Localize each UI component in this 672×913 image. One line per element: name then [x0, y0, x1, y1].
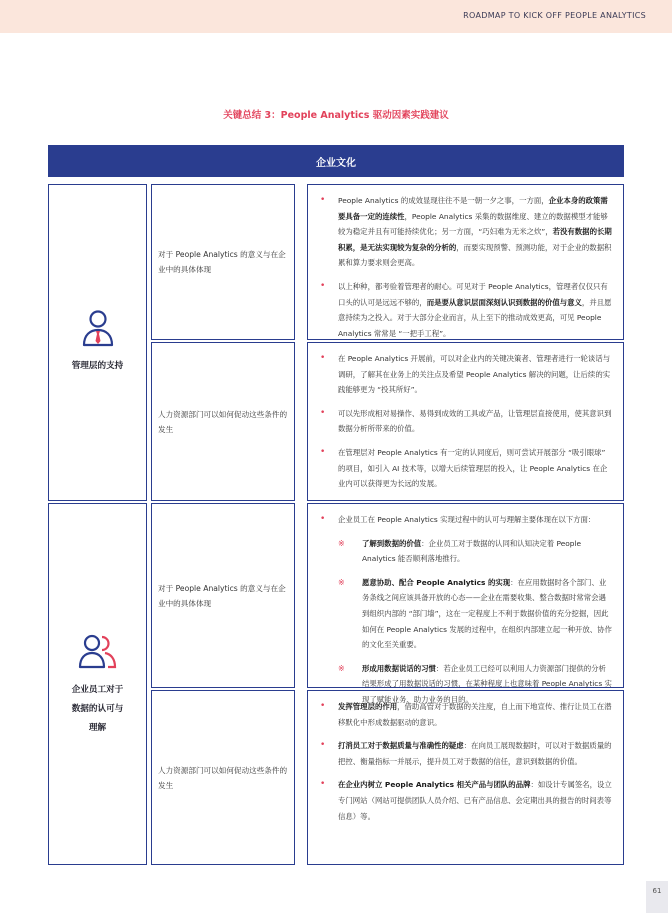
content-cell — [307, 503, 624, 704]
page-number: 61 — [646, 881, 668, 913]
aspect-text: 对于 People Analytics 的意义与在企业中的具体体现 — [158, 583, 286, 608]
aspect-cell — [151, 503, 295, 688]
sub-item: ※ 了解到数据的价值：企业员工对于数据的认同和认知决定着 People Analytics 能否顺利落地推行。 — [320, 536, 613, 567]
manager-person-icon — [81, 309, 115, 347]
content-cell — [307, 690, 624, 865]
content-cell — [307, 342, 624, 501]
category-label: 管理层的支持 — [71, 361, 124, 371]
aspect-cell — [151, 342, 295, 501]
bullet-item: • 在管理层对 People Analytics 有一定的认同度后，则可尝试开展部分 “吸引眼球” 的项目，如引入 AI 技术等，以增大后续管理层的投入，让 People Analytics 在企业内可以获得更为长远的发展。 — [320, 445, 613, 492]
aspect-text: 人力资源部门可以如何促动这些条件的发生 — [158, 409, 288, 434]
reference-mark-icon: ※ — [338, 538, 345, 548]
sub-item: ※ 愿意协助、配合 People Analytics 的实现：在应用数据时各个部门、业务条线之间应该具备开放的心态——企业在需要收集、整合数据时常常会遇到组织内部的 “部门墙”，这在一定程度上不利于数据价值的充分挖掘，因此如何在 People Analytics 发展的过程中，在组织内部建立起一种开放、协作的文化至关重要。 — [320, 575, 613, 653]
running-header-title: ROADMAP TO KICK OFF PEOPLE ANALYTICS — [463, 11, 646, 20]
bullet-item: • 企业员工在 People Analytics 实现过程中的认可与理解主要体现在以下方面： — [320, 512, 613, 528]
sub-item: ※ 形成用数据说话的习惯：若企业员工已经可以利用人力资源部门提供的分析结果形成了用数据说话的习惯，在某种程度上也意味着 People Analytics 实现了赋能业务、助力业务的目的。 — [320, 661, 613, 708]
bullet-item: • 发挥管理层的作用，借助高管对于数据的关注度，自上而下地宣传、推行让员工在潜移默化中形成数据驱动的意识。 — [320, 699, 613, 730]
bullet-item: • 可以先形成相对易操作、易得到成效的工具或产品，让管理层直接使用，使其意识到数据分析所带来的价值。 — [320, 406, 613, 437]
aspect-text: 对于 People Analytics 的意义与在企业中的具体体现 — [158, 250, 286, 274]
category-cell-employees — [48, 503, 147, 865]
category-cell-management — [48, 184, 147, 501]
aspect-cell — [151, 184, 295, 340]
bullet-item: • 打消员工对于数据质量与准确性的疑虑：在向员工展现数据时，可以对于数据质量的把控、衡量指标一并展示，提升员工对于数据的信任，意识到数据的价值。 — [320, 738, 613, 769]
section-title: 关键总结 3：People Analytics 驱动因素实践建议 — [223, 110, 449, 121]
bullet-item: • 在企业内树立 People Analytics 相关产品与团队的品牌：如设计专属签名，设立专门网站（网站可提供团队人员介绍、已有产品信息、会定期出具的报告的时间表等信息）等。 — [320, 777, 613, 824]
content-cell — [307, 184, 624, 340]
aspect-cell — [151, 690, 295, 865]
header-band — [0, 0, 672, 33]
employees-group-icon — [78, 631, 118, 671]
aspect-text: 人力资源部门可以如何促动这些条件的发生 — [158, 765, 288, 790]
table-header: 企业文化 — [48, 145, 624, 177]
bullet-item: • 在 People Analytics 开展前，可以对企业内的关键决策者、管理者进行一轮谈话与调研，了解其在业务上的关注点及希望 People Analytics 解决的问题，让后续的实践能够更为 “投其所好”。 — [320, 351, 613, 398]
reference-mark-icon: ※ — [338, 663, 345, 673]
category-label: 企业员工对于 数据的认可与 理解 — [71, 684, 124, 733]
bullet-item: • People Analytics 的成效显现往往不是一朝一夕之事，一方面，企业本身的政策需要具备一定的连续性，People Analytics 采集的数据维度、建立的数据模型才能够较为稳定并且有可能持续优化；另一方面，“巧妇难为无米之炊”，若没有数据的长期积累，是无法实现较为复杂的分析的，而要实现预警、预测功能，对于企业的数据积累和算力要求则会更高。 — [320, 193, 613, 271]
reference-mark-icon: ※ — [338, 577, 345, 587]
bullet-item: • 以上种种，都考验着管理者的耐心。可见对于 People Analytics，管理者仅仅只有口头的认可是远远不够的，而是要从意识层面深刻认识到数据的价值与意义，并且愿意持续为之投入。对于大部分企业而言，从上至下的推动成效更高，可见 People Analytics 常常是 “一把手工程”。 — [320, 279, 613, 341]
